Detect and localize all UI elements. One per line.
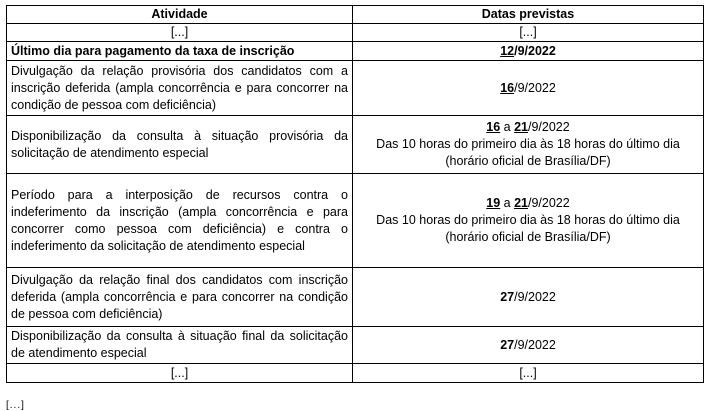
schedule-table — [6, 5, 704, 383]
activity-cell: Período para a interposição de recursos contra o indeferimento da inscrição (ampla concorrência e para concorrer como pessoa com deficiência) e contra o indeferimento da solicitação de atendimento especial — [7, 174, 353, 268]
date-day: 27 — [500, 289, 515, 304]
activity-cell: [...] — [7, 24, 353, 42]
date-connector: a — [500, 120, 515, 134]
header-row — [7, 6, 704, 24]
activity-cell: [...] — [7, 364, 353, 383]
activity-cell: Último dia para pagamento da taxa de inscrição — [7, 42, 353, 61]
date-range — [357, 119, 699, 136]
date-range — [357, 195, 699, 212]
date-day: 16 — [500, 80, 515, 95]
date-connector: a — [500, 196, 515, 210]
cut-off-text-fragment: [...] — [6, 400, 25, 411]
date-cell — [353, 42, 704, 61]
table-row — [7, 327, 704, 364]
activity-cell: Divulgação da relação final dos candidatos com inscrição deferida (ampla concorrência e para concorrer na condição de pessoa com deficiência) — [7, 268, 353, 327]
table-row — [7, 24, 704, 42]
date-day: 12 — [500, 43, 515, 58]
date-cell: [...] — [353, 24, 704, 42]
table-row — [7, 364, 704, 383]
date-start-day: 16 — [486, 120, 501, 134]
date-month-year: /9/2022 — [514, 289, 556, 304]
table-row — [7, 268, 704, 327]
table-row — [7, 42, 704, 61]
date-month-year: /9/2022 — [514, 43, 556, 58]
schedule-table-container — [6, 5, 703, 383]
date-cell — [353, 61, 704, 116]
date-month-year: /9/2022 — [514, 337, 556, 352]
date-month-year: /9/2022 — [514, 80, 556, 95]
date-start-day: 19 — [486, 196, 501, 210]
date-cell: [...] — [353, 364, 704, 383]
table-row — [7, 61, 704, 116]
activity-cell: Disponibilização da consulta à situação final da solicitação de atendimento especial — [7, 327, 353, 364]
date-end-day: 21 — [514, 196, 528, 210]
date-day: 27 — [500, 337, 515, 352]
activity-cell: Disponibilização da consulta à situação provisória da solicitação de atendimento especial — [7, 116, 353, 174]
date-cell — [353, 116, 704, 174]
date-cell — [353, 268, 704, 327]
date-cell — [353, 174, 704, 268]
date-cell — [353, 327, 704, 364]
table-row — [7, 116, 704, 174]
activity-cell: Divulgação da relação provisória dos candidatos com a inscrição deferida (ampla concorrência e para concorrer na condição de pessoa com deficiência) — [7, 61, 353, 116]
table-row — [7, 174, 704, 268]
header-dates: Datas previstas — [353, 6, 704, 24]
date-end-day: 21 — [514, 120, 528, 134]
date-note: Das 10 horas do primeiro dia às 18 horas do último dia (horário oficial de Brasília/DF) — [376, 137, 680, 168]
date-month-year: /9/2022 — [528, 120, 570, 134]
date-note: Das 10 horas do primeiro dia às 18 horas do último dia (horário oficial de Brasília/DF) — [376, 213, 680, 244]
header-activity: Atividade — [7, 6, 353, 24]
date-month-year: /9/2022 — [528, 196, 570, 210]
